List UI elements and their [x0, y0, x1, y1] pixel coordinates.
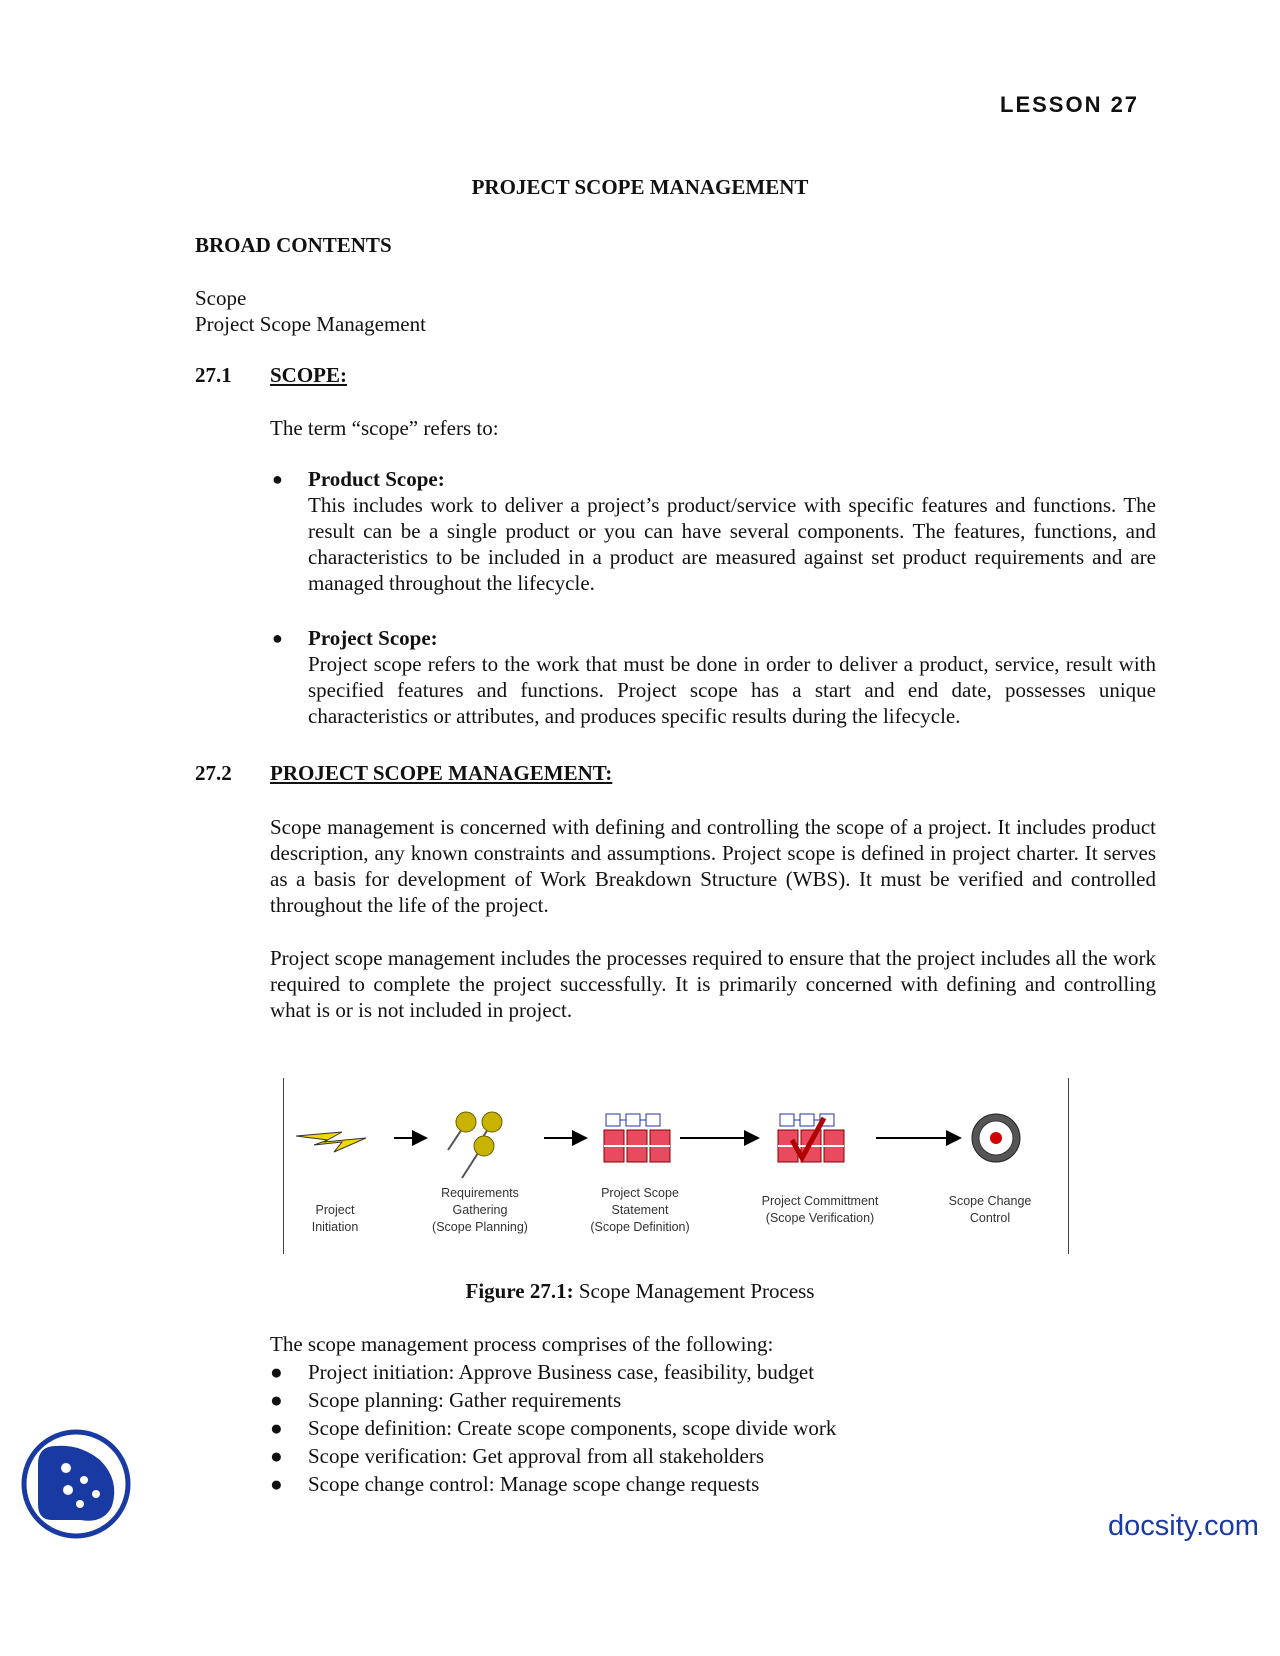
step-label-initiation: Project Initiation	[311, 1203, 359, 1234]
list-item: ● Scope change control: Manage scope change requests	[270, 1472, 760, 1496]
broad-contents-list	[195, 285, 426, 337]
figure-caption	[0, 1279, 1280, 1304]
bullet-icon: ●	[272, 628, 283, 648]
bullet-heading: Project Scope:	[308, 626, 438, 650]
section-number: 27.1	[195, 363, 232, 387]
scope-blocks-icon	[604, 1114, 670, 1162]
bullet-icon: ●	[270, 1416, 283, 1440]
section-title: SCOPE:	[270, 363, 348, 387]
bullet-text: Project scope refers to the work that must be done in order to deliver a product, service, result with specified features and functions. Project scope has a start and end date, possesses unique characteristics or attributes, and produces specific results during the lifecycle.	[308, 652, 1156, 728]
docsity-brand-link[interactable]: docsity.com	[1108, 1510, 1259, 1542]
list-item: ● Scope verification: Get approval from all stakeholders	[270, 1444, 765, 1468]
list-item: ● Scope definition: Create scope components, scope divide work	[270, 1416, 837, 1440]
bullet-icon: ●	[270, 1360, 283, 1384]
section-intro: The term “scope” refers to:	[270, 416, 499, 440]
verified-blocks-icon	[778, 1114, 844, 1162]
target-icon	[972, 1114, 1020, 1162]
broad-contents-item: Project Scope Management	[195, 312, 426, 336]
paragraph: Project scope management includes the processes required to ensure that the project includes all the work required to complete the project successfully. It is primarily concerned with defining and controlling what is or is not included in project.	[270, 946, 1156, 1022]
lesson-label: LESSON 27	[1000, 92, 1140, 117]
page-title: PROJECT SCOPE MANAGEMENT	[471, 175, 809, 199]
step-label-change-control: Scope Change Control	[948, 1194, 1032, 1225]
bullet-icon: ●	[272, 469, 283, 489]
bullet-project-scope	[308, 625, 1156, 729]
bullet-text: This includes work to deliver a project’s product/service with specific features and functions. The result can be a single product or you can have several components. The features, functions, and characteristics to be included in a product are measured against set product requirements and are managed throughout the lifecycle.	[308, 493, 1156, 595]
section-number: 27.2	[195, 761, 232, 785]
bullet-product-scope	[308, 466, 1156, 596]
paragraph: Scope management is concerned with defining and controlling the scope of a project. It includes product description, any known constraints and assumptions. Project scope is defined in project charter. It serves as a basis for development of Work Breakdown Structure (WBS). It must be verified and controlled throughout the life of the project.	[270, 815, 1156, 917]
pushpin-icon	[448, 1112, 502, 1178]
caption-text: Scope Management Process	[578, 1279, 815, 1303]
lightning-icon	[296, 1132, 366, 1152]
broad-contents-heading: BROAD CONTENTS	[195, 233, 392, 257]
process-intro: The scope management process comprises of the following:	[270, 1332, 774, 1356]
bullet-icon: ●	[270, 1444, 283, 1468]
process-diagram	[284, 1100, 1064, 1180]
step-label-commitment: Project Committment (Scope Verification)	[761, 1194, 879, 1225]
bullet-heading: Product Scope:	[308, 467, 445, 491]
bullet-icon: ●	[270, 1472, 283, 1496]
section-title: PROJECT SCOPE MANAGEMENT:	[270, 761, 613, 785]
docsity-logo-icon[interactable]	[20, 1428, 132, 1540]
broad-contents-item: Scope	[195, 286, 247, 310]
process-list	[270, 1358, 970, 1498]
step-label-requirements: Requirements Gathering (Scope Planning)	[432, 1186, 528, 1234]
caption-label: Figure 27.1:	[465, 1279, 574, 1303]
list-item: ● Scope planning: Gather requirements	[270, 1388, 622, 1412]
step-label-scope-statement: Project Scope Statement (Scope Definition)	[590, 1186, 690, 1234]
list-item: ● Project initiation: Approve Business case, feasibility, budget	[270, 1360, 815, 1384]
bullet-icon: ●	[270, 1388, 283, 1412]
